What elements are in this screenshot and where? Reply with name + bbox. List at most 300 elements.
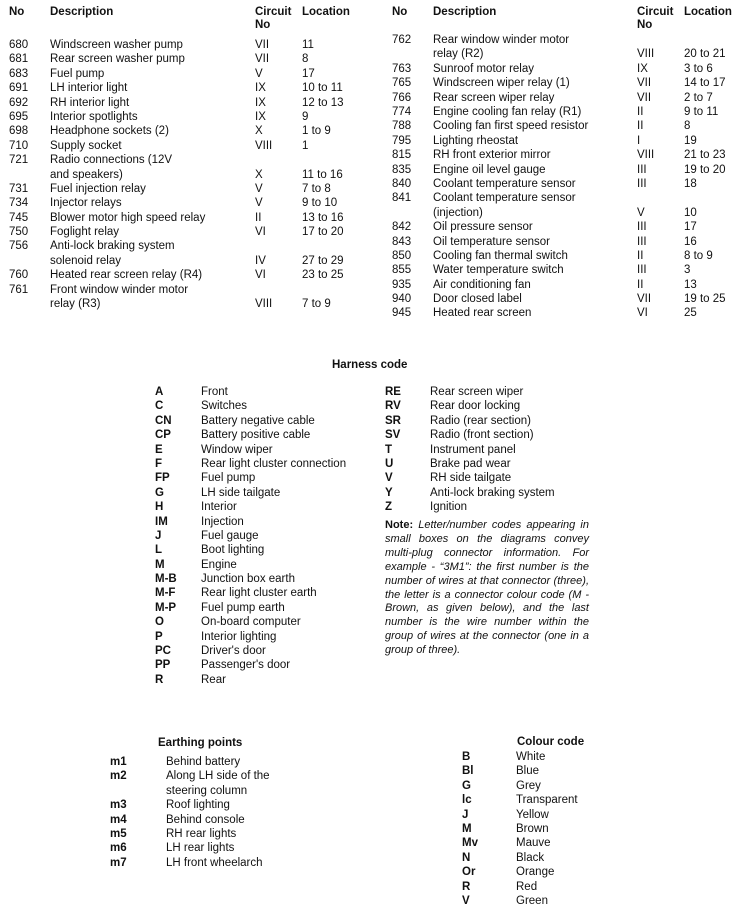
cell-no: 935 [392, 278, 412, 291]
cell-description: Heated rear screen [433, 307, 532, 320]
code-description: LH front wheelarch [166, 856, 263, 869]
earthing-point-item [110, 856, 330, 870]
code-description: Mauve [516, 837, 551, 850]
table-row [392, 105, 742, 119]
cell-description: Door closed label [433, 293, 522, 306]
table-row [392, 235, 742, 249]
code-description: Rear [201, 673, 226, 686]
cell-description: Rear window winder motor relay (R2) [433, 34, 570, 61]
cell-location: 8 [302, 53, 309, 66]
harness-code-list-left [155, 385, 385, 687]
cell-no: 731 [9, 182, 29, 195]
code-description: Brake pad wear [430, 457, 511, 470]
harness-code-item [155, 673, 385, 687]
code-label: Mv [462, 837, 478, 850]
earthing-point-item [110, 755, 330, 769]
cell-no: 841 [392, 192, 412, 205]
code-description: Fuel gauge [201, 529, 259, 542]
colour-code-item [462, 880, 602, 894]
colour-code-item [462, 894, 602, 908]
cell-no: 850 [392, 249, 412, 262]
code-label: m6 [110, 842, 127, 855]
code-description: Rear light cluster earth [201, 587, 317, 600]
cell-description: Radio connections (12V and speakers) [50, 154, 173, 181]
cell-location: 17 to 20 [302, 226, 344, 239]
cell-no: 940 [392, 293, 412, 306]
cell-description: Rear screen wiper relay [433, 91, 555, 104]
colour-code-item [462, 793, 602, 807]
cell-location: 1 to 9 [302, 125, 331, 138]
cell-circuit: VII [637, 91, 652, 104]
cell-no: 734 [9, 197, 29, 210]
code-description: Radio (rear section) [430, 414, 531, 427]
cell-circuit: II [255, 211, 262, 224]
harness-code-item [385, 443, 595, 457]
left-header-no: No [9, 6, 25, 18]
cell-description: Interior spotlights [50, 110, 138, 123]
right-header-description: Description [433, 6, 497, 18]
code-description: Yellow [516, 808, 549, 821]
cell-circuit: X [255, 168, 263, 181]
code-label: Bl [462, 765, 474, 778]
harness-code-item [155, 601, 385, 615]
table-row [392, 292, 742, 306]
cell-circuit: VI [637, 307, 648, 320]
component-table-right [392, 33, 742, 321]
code-description: Passenger's door [201, 659, 291, 672]
cell-location: 7 to 8 [302, 182, 331, 195]
code-description: White [516, 751, 546, 763]
cell-circuit: IV [255, 254, 266, 267]
harness-code-item [155, 443, 385, 457]
table-row [392, 263, 742, 277]
cell-no: 680 [9, 39, 29, 51]
component-table-left [9, 38, 389, 311]
cell-description: Fuel pump [50, 67, 105, 80]
cell-description: Headphone sockets (2) [50, 125, 169, 138]
code-label: m1 [110, 756, 127, 768]
cell-description: Anti-lock braking system solenoid relay [50, 240, 175, 267]
table-row [392, 249, 742, 263]
code-label: M [155, 558, 165, 571]
cell-location: 20 to 21 [684, 48, 726, 61]
table-row [9, 268, 389, 282]
code-label: E [155, 443, 163, 456]
code-description: RH rear lights [166, 827, 237, 840]
code-label: lc [462, 794, 472, 807]
table-row [392, 306, 742, 320]
cell-circuit: I [637, 134, 641, 147]
code-description: Along LH side of the steering column [166, 770, 270, 797]
code-label: H [155, 501, 164, 514]
table-row [9, 38, 389, 52]
code-description: Brown [516, 822, 549, 835]
code-description: Junction box earth [201, 573, 295, 586]
harness-code-item [385, 457, 595, 471]
table-row [392, 191, 742, 220]
code-label: m2 [110, 770, 127, 783]
harness-code-title: Harness code [332, 359, 408, 371]
table-row [392, 119, 742, 133]
harness-code-item [155, 385, 385, 399]
right-header-no: No [392, 6, 408, 18]
earthing-points-list [110, 755, 330, 870]
code-label: SR [385, 414, 401, 427]
cell-description: Engine cooling fan relay (R1) [433, 105, 582, 118]
code-label: L [155, 544, 163, 557]
harness-code-item [155, 399, 385, 413]
cell-no: 745 [9, 211, 29, 224]
cell-circuit: III [637, 177, 647, 190]
colour-code-item [462, 779, 602, 793]
code-label: RE [385, 386, 401, 398]
harness-code-item [155, 543, 385, 557]
code-description: Black [516, 851, 545, 864]
harness-code-item [155, 515, 385, 529]
cell-description: RH interior light [50, 96, 130, 109]
right-header-location: Location [684, 6, 732, 18]
code-label: B [462, 751, 471, 763]
cell-description: Foglight relay [50, 226, 120, 239]
cell-circuit: III [637, 235, 647, 248]
cell-circuit: V [255, 197, 263, 210]
cell-description: Engine oil level gauge [433, 163, 546, 176]
table-row [9, 81, 389, 95]
cell-circuit: IX [255, 96, 266, 109]
cell-no: 835 [392, 163, 412, 176]
earthing-point-item [110, 841, 330, 855]
cell-no: 750 [9, 226, 29, 239]
table-row [9, 67, 389, 81]
cell-circuit: VIII [637, 48, 655, 61]
code-description: Rear door locking [430, 400, 521, 413]
cell-location: 8 [684, 120, 691, 133]
table-row [392, 177, 742, 191]
harness-code-item [385, 471, 595, 485]
code-label: PC [155, 645, 171, 658]
note-text: Letter/number codes appearing in small boxes on the diagrams convey multi-plug connector information. For example - “3M1”: the first number is the number of wires at that connector (three), the letter is a connector colour code (M - Brown, as given below), and the last number is the wire number within the group of wires at the connector (one in a group of three). [385, 519, 589, 657]
cell-location: 10 to 11 [302, 82, 343, 95]
harness-code-item [155, 586, 385, 600]
cell-location: 12 to 13 [302, 96, 344, 109]
code-label: P [155, 630, 163, 643]
cell-no: 691 [9, 82, 29, 95]
code-label: Z [385, 501, 393, 514]
cell-location: 16 [684, 235, 697, 248]
code-description: Window wiper [201, 443, 273, 456]
cell-circuit: VIII [637, 149, 655, 162]
cell-description: Fuel injection relay [50, 182, 146, 195]
cell-location: 14 to 17 [684, 77, 726, 90]
code-description: Radio (front section) [430, 429, 534, 442]
harness-code-item [385, 414, 595, 428]
table-row [392, 163, 742, 177]
cell-description: Cooling fan thermal switch [433, 249, 568, 262]
code-label: SV [385, 429, 401, 442]
cell-location: 21 to 23 [684, 149, 726, 162]
cell-no: 721 [9, 154, 29, 167]
cell-circuit: V [255, 67, 263, 80]
harness-code-item [155, 615, 385, 629]
cell-location: 3 [684, 264, 691, 277]
table-row [9, 52, 389, 66]
harness-code-item [385, 399, 595, 413]
cell-location: 13 [684, 278, 697, 291]
cell-location: 13 to 16 [302, 211, 344, 224]
code-label: CN [155, 414, 172, 427]
cell-no: 855 [392, 264, 412, 277]
code-label: M-P [155, 601, 177, 614]
code-description: Transparent [516, 794, 578, 807]
cell-circuit: IX [255, 110, 266, 123]
cell-circuit: VIII [255, 298, 273, 311]
cell-circuit: VI [255, 226, 266, 239]
code-description: LH rear lights [166, 842, 235, 855]
cell-description: Oil pressure sensor [433, 221, 533, 234]
table-row [392, 278, 742, 292]
table-row [9, 182, 389, 196]
cell-location: 9 [302, 110, 309, 123]
cell-no: 842 [392, 221, 412, 234]
cell-circuit: II [637, 278, 644, 291]
cell-description: Cooling fan first speed resistor [433, 120, 589, 133]
earthing-point-item [110, 827, 330, 841]
cell-no: 681 [9, 53, 29, 66]
code-description: Battery positive cable [201, 429, 311, 442]
code-description: Fuel pump [201, 472, 256, 485]
table-row [9, 110, 389, 124]
code-description: Injection [201, 515, 244, 528]
harness-code-item [155, 558, 385, 572]
table-row [9, 239, 389, 268]
cell-location: 17 [302, 67, 315, 80]
colour-code-item [462, 764, 602, 778]
cell-description: RH front exterior mirror [433, 149, 551, 162]
harness-code-item [155, 414, 385, 428]
cell-no: 695 [9, 110, 29, 123]
code-label: Y [385, 486, 393, 499]
cell-location: 7 to 9 [302, 298, 331, 311]
code-label: A [155, 386, 164, 398]
code-label: RV [385, 400, 401, 413]
code-label: N [462, 851, 471, 864]
code-description: Battery negative cable [201, 414, 315, 427]
cell-description: Coolant temperature sensor (injection) [433, 192, 576, 219]
cell-location: 23 to 25 [302, 269, 344, 282]
colour-code-list [462, 750, 602, 908]
code-label: J [155, 529, 162, 542]
code-label: Or [462, 866, 476, 879]
code-description: Ignition [430, 501, 468, 514]
colour-code-item [462, 865, 602, 879]
code-description: Red [516, 880, 538, 893]
cell-circuit: VII [255, 39, 270, 51]
table-row [9, 96, 389, 110]
earthing-point-item [110, 813, 330, 827]
cell-no: 765 [392, 77, 412, 90]
cell-circuit: II [637, 249, 644, 262]
harness-code-item [155, 486, 385, 500]
cell-description: Air conditioning fan [433, 278, 531, 291]
code-description: Rear light cluster connection [201, 457, 347, 470]
code-description: Behind battery [166, 756, 241, 768]
harness-code-item [155, 457, 385, 471]
cell-circuit: II [637, 120, 644, 133]
cell-no: 756 [9, 240, 29, 253]
cell-description: Lighting rheostat [433, 134, 519, 147]
cell-description: Heated rear screen relay (R4) [50, 269, 203, 282]
code-label: M [462, 822, 472, 835]
left-header-description: Description [50, 6, 114, 18]
table-row [9, 211, 389, 225]
code-label: T [385, 443, 393, 456]
table-row [9, 139, 389, 153]
cell-location: 2 to 7 [684, 91, 713, 104]
colour-code-item [462, 836, 602, 850]
code-label: IM [155, 515, 168, 528]
code-description: Blue [516, 765, 540, 778]
table-row [9, 124, 389, 138]
table-row [392, 220, 742, 234]
harness-code-item [155, 529, 385, 543]
cell-no: 945 [392, 307, 412, 320]
harness-code-item [385, 428, 595, 442]
cell-circuit: III [637, 221, 647, 234]
code-description: On-board computer [201, 616, 301, 629]
harness-code-item [155, 471, 385, 485]
code-description: Switches [201, 400, 248, 413]
code-description: Instrument panel [430, 443, 516, 456]
cell-circuit: VIII [255, 139, 273, 152]
table-row [392, 33, 742, 62]
cell-location: 11 [302, 39, 314, 51]
cell-no: 692 [9, 96, 29, 109]
cell-description: Front window winder motor relay (R3) [50, 283, 189, 311]
cell-description: Injector relays [50, 197, 122, 210]
cell-no: 843 [392, 235, 412, 248]
cell-no: 815 [392, 149, 412, 162]
cell-no: 788 [392, 120, 412, 133]
code-description: Green [516, 894, 548, 907]
cell-description: Supply socket [50, 139, 122, 152]
harness-code-item [155, 644, 385, 658]
harness-code-item [385, 385, 595, 399]
cell-no: 683 [9, 67, 29, 80]
cell-description: LH interior light [50, 82, 128, 95]
code-description: Driver's door [201, 645, 266, 658]
cell-description: Water temperature switch [433, 264, 564, 277]
code-label: V [385, 472, 393, 485]
cell-no: 698 [9, 125, 29, 138]
table-row [9, 283, 389, 312]
cell-circuit: VII [637, 293, 652, 306]
code-label: F [155, 457, 163, 470]
table-row [392, 148, 742, 162]
code-label: G [462, 779, 471, 792]
cell-location: 8 to 9 [684, 249, 713, 262]
harness-code-item [155, 572, 385, 586]
harness-code-item [155, 658, 385, 672]
code-label: R [155, 673, 164, 686]
cell-location: 10 [684, 206, 697, 219]
table-row [392, 76, 742, 90]
cell-no: 710 [9, 139, 29, 152]
code-description: Roof lighting [166, 799, 230, 812]
cell-description: Windscreen wiper relay (1) [433, 77, 570, 90]
harness-code-item [385, 500, 595, 514]
note-label: Note: [385, 519, 414, 531]
colour-code-item [462, 808, 602, 822]
cell-location: 19 to 25 [684, 293, 726, 306]
harness-code-item [385, 486, 595, 500]
cell-no: 766 [392, 91, 412, 104]
table-row [392, 62, 742, 76]
cell-location: 19 [684, 134, 697, 147]
cell-location: 1 [302, 139, 309, 152]
code-description: Rear screen wiper [430, 386, 524, 398]
earthing-point-item [110, 798, 330, 812]
table-row [392, 91, 742, 105]
code-description: Front [201, 386, 228, 398]
cell-no: 774 [392, 105, 412, 118]
cell-circuit: VI [255, 269, 266, 282]
code-description: Interior [201, 501, 237, 514]
connector-note [385, 519, 589, 658]
code-label: M-B [155, 573, 177, 586]
code-label: C [155, 400, 164, 413]
table-row [9, 153, 389, 182]
code-label: m4 [110, 813, 127, 826]
cell-circuit: VII [255, 53, 270, 66]
right-header-circuit: Circuit No [637, 6, 674, 31]
code-label: m7 [110, 856, 127, 869]
cell-description: Sunroof motor relay [433, 62, 534, 75]
code-description: Boot lighting [201, 544, 265, 557]
cell-location: 3 to 6 [684, 62, 713, 75]
code-description: Interior lighting [201, 630, 277, 643]
code-label: CP [155, 429, 171, 442]
left-header-circuit: Circuit No [255, 6, 292, 31]
code-label: J [462, 808, 469, 821]
cell-location: 9 to 11 [684, 105, 719, 118]
code-description: RH side tailgate [430, 472, 512, 485]
cell-circuit: X [255, 125, 263, 138]
cell-description: Coolant temperature sensor [433, 177, 576, 190]
harness-code-item [155, 428, 385, 442]
code-label: R [462, 880, 471, 893]
cell-circuit: II [637, 105, 644, 118]
code-label: m5 [110, 827, 127, 840]
cell-description: Rear screen washer pump [50, 53, 185, 66]
cell-no: 761 [9, 283, 29, 296]
cell-location: 17 [684, 221, 697, 234]
harness-code-list-right [385, 385, 595, 515]
code-label: M-F [155, 587, 176, 600]
code-description: Orange [516, 866, 555, 879]
harness-code-item [155, 630, 385, 644]
earthing-point-item [110, 769, 330, 798]
cell-circuit: V [255, 182, 263, 195]
cell-circuit: IX [255, 82, 266, 95]
cell-location: 11 to 16 [302, 168, 343, 181]
code-label: V [462, 894, 470, 907]
code-description: Grey [516, 779, 541, 792]
table-row [9, 196, 389, 210]
code-label: FP [155, 472, 170, 485]
cell-description: Blower motor high speed relay [50, 211, 206, 224]
colour-code-item [462, 851, 602, 865]
table-row [392, 134, 742, 148]
